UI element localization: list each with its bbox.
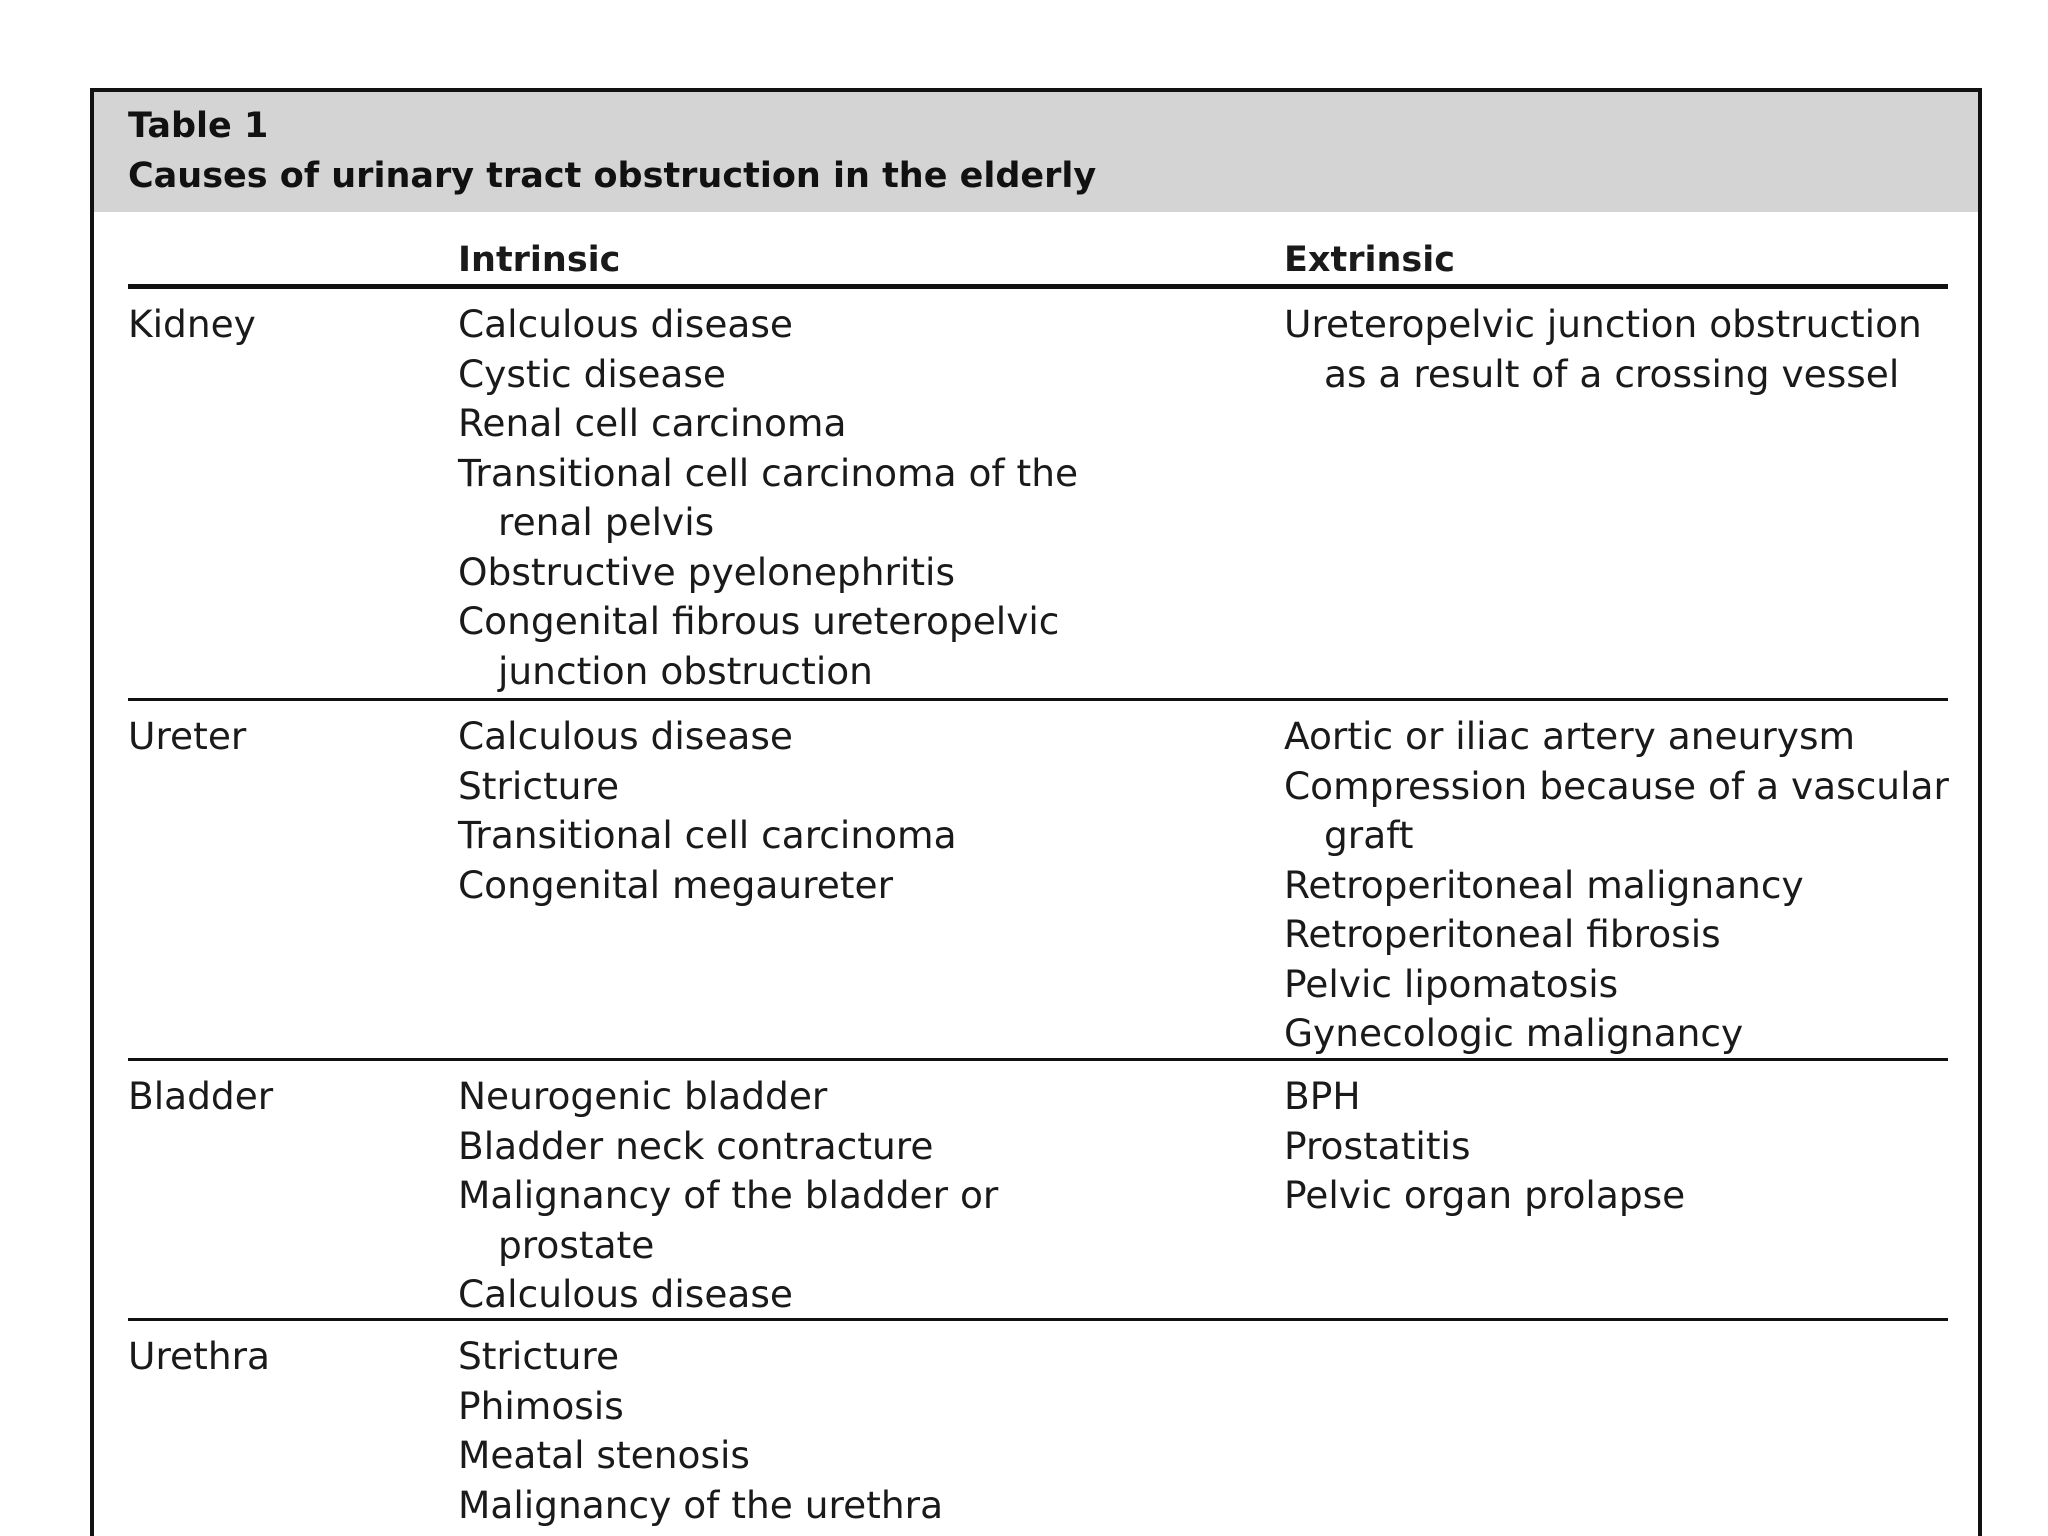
- urethra-intrinsic-list: [458, 1332, 943, 1530]
- row-divider: [128, 698, 1948, 701]
- list-item: Pelvic organ prolapse: [1284, 1173, 1686, 1217]
- column-header-intrinsic: Intrinsic: [458, 240, 621, 280]
- list-item: BPH: [1284, 1074, 1361, 1118]
- list-item: Phimosis: [458, 1383, 624, 1428]
- row-label-urethra: Urethra: [128, 1334, 270, 1378]
- column-header-extrinsic: Extrinsic: [1284, 240, 1455, 280]
- list-item: Obstructive pyelonephritis: [458, 549, 956, 594]
- ureter-intrinsic-list: [458, 712, 957, 910]
- header-rule: [128, 284, 1948, 289]
- list-item: Malignancy of the urethra: [458, 1482, 944, 1527]
- list-item: Congenital fibrous ureteropelvic junction obstruction: [458, 599, 1060, 693]
- kidney-extrinsic-list: [1284, 300, 1922, 399]
- kidney-intrinsic-list: [458, 300, 1078, 696]
- list-item: Calculous disease: [458, 302, 793, 346]
- list-item: Bladder neck contracture: [458, 1123, 934, 1168]
- bladder-extrinsic-list: [1284, 1072, 1685, 1221]
- list-item: Malignancy of the bladder or prostate: [458, 1173, 999, 1267]
- list-item: Cystic disease: [458, 351, 726, 396]
- table-label: Table 1: [128, 106, 269, 146]
- list-item: Calculous disease: [458, 1272, 793, 1316]
- row-label-ureter: Ureter: [128, 714, 247, 758]
- row-label-kidney: Kidney: [128, 302, 256, 346]
- list-item: Ureteropelvic junction obstruction as a result of a crossing vessel: [1284, 302, 1922, 396]
- list-item: Neurogenic bladder: [458, 1074, 828, 1118]
- list-item: Renal cell carcinoma: [458, 401, 847, 445]
- row-divider: [128, 1318, 1948, 1321]
- list-item: Congenital megaureter: [458, 862, 893, 907]
- list-item: Aortic or iliac artery aneurysm: [1284, 714, 1856, 758]
- list-item: Stricture: [458, 763, 620, 808]
- row-label-bladder: Bladder: [128, 1074, 274, 1118]
- row-divider: [128, 1058, 1948, 1061]
- list-item: Retroperitoneal fibrosis: [1284, 912, 1721, 956]
- bladder-intrinsic-list: [458, 1072, 998, 1320]
- table-title: Causes of urinary tract obstruction in the elderly: [128, 156, 1097, 196]
- ureter-extrinsic-list: [1284, 712, 1949, 1059]
- list-item: Calculous disease: [458, 714, 793, 758]
- list-item: Transitional cell carcinoma of the renal pelvis: [458, 450, 1079, 544]
- list-item: Gynecologic malignancy: [1284, 1011, 1744, 1055]
- list-item: Transitional cell carcinoma: [458, 813, 957, 857]
- list-item: Retroperitoneal malignancy: [1284, 862, 1804, 907]
- list-item: Prostatitis: [1284, 1123, 1471, 1168]
- list-item: Meatal stenosis: [458, 1433, 750, 1477]
- list-item: Compression because of a vascular graft: [1284, 763, 1949, 857]
- list-item: Pelvic lipomatosis: [1284, 961, 1619, 1006]
- list-item: Stricture: [458, 1334, 620, 1378]
- table-caption: [94, 92, 1978, 212]
- table-1: [90, 88, 1982, 1536]
